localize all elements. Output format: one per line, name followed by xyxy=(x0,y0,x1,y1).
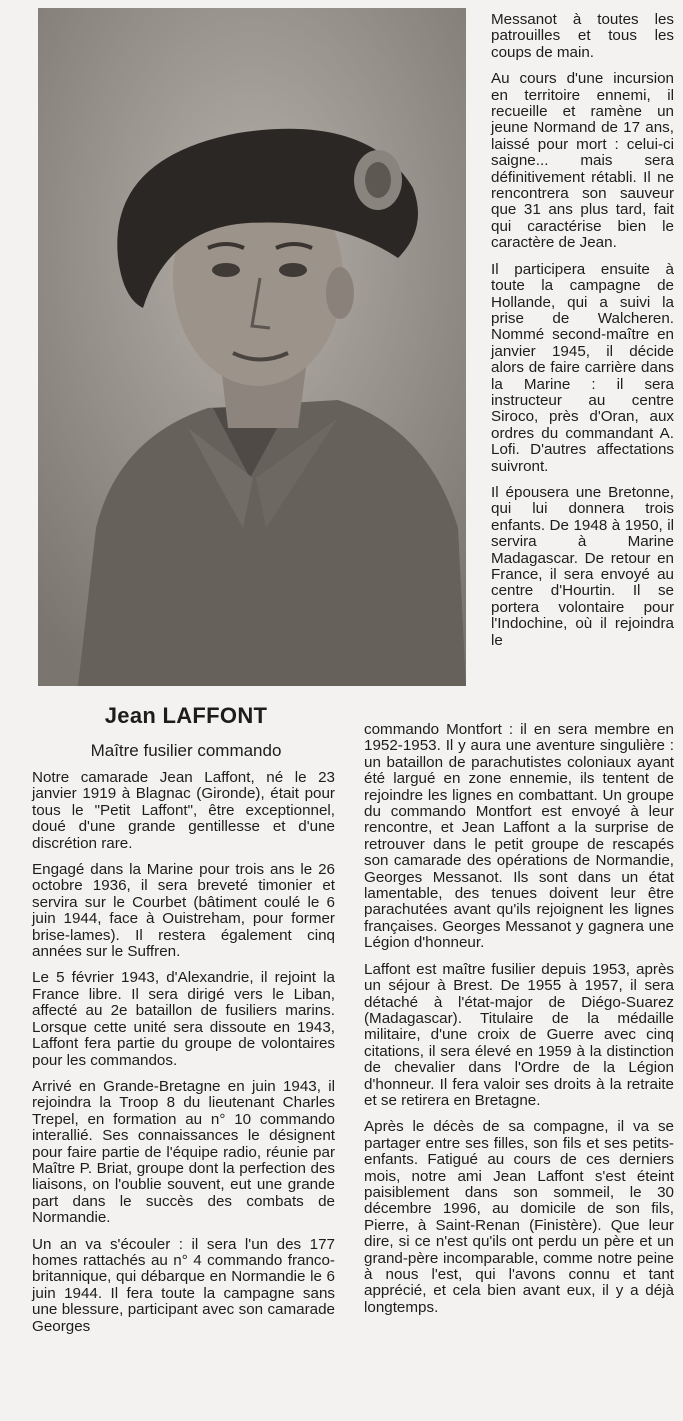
portrait-photo xyxy=(38,8,466,686)
article-paragraph: Au cours d'une incursion en territoire ennemi, il recueille et ramène un jeune Normand de 17 ans, laissé pour mort : celui-ci saigne... mais sera définitivement rétabli. Il ne rencontrera son sauveur que 31 ans plus tard, fait qui caractérise bien le caractère de Jean. xyxy=(491,70,674,252)
article-paragraph: Le 5 février 1943, d'Alexandrie, il rejoint la France libre. Il sera dirigé vers le Liban, affecté au 2e bataillon de fusiliers marins. Lorsque cette unité sera dissoute en 1943, Laffont fera partie du groupe de volontaires pour les commandos. xyxy=(32,969,335,1069)
article-paragraph: Après le décès de sa compagne, il va se partager entre ses filles, son fils et ses petits-enfants. Fatigué au cours de ces derniers mois, notre ami Jean Laffont s'est éteint paisiblement dans son sommeil, le 30 décembre 1996, au domicile de son fils, Pierre, à Saint-Renan (Finistère). Que leur dire, si ce n'est qu'ils ont perdu un père et un grand-père incomparable, comme notre peine à nous l'est, qui l'avons connu et tant apprécié, et cela bien avant eux, il y a déjà longtemps. xyxy=(364,1118,674,1316)
article-column-left xyxy=(32,770,335,1345)
article-column-right-bottom xyxy=(364,722,674,1326)
article-paragraph: Messanot à toutes les patrouilles et tous les coups de main. xyxy=(491,11,674,61)
article-paragraph: commando Montfort : il en sera membre en 1952-1953. Il y aura une aventure singulière : un bataillon de parachutistes coloniaux ayant été largué en zone ennemie, ils tentent de rejoindre les lignes en combattant. Un groupe du commando Montfort est envoyé à leur rencontre, et Jean Laffont a la surprise de retrouver dans le petit groupe de rescapés son camarade des opérations de Normandie, Georges Messanot. Ils sont dans un état lamentable, des tenues doivent leur être parachutées avant qu'ils rejoignent les lignes françaises. Georges Messanot y gagnera une Légion d'honneur. xyxy=(364,721,674,952)
article-paragraph: Il participera ensuite à toute la campagne de Hollande, qui a suivi la prise de Walcheren. Nommé second-maître en janvier 1945, il décide alors de faire carrière dans la Marine : il sera instructeur au centre Siroco, près d'Oran, aux ordres du commandant A. Lofi. D'autres affectations suivront. xyxy=(491,260,674,475)
article-column-right-top xyxy=(491,12,674,659)
article-paragraph: Il épousera une Bretonne, qui lui donnera trois enfants. De 1948 à 1950, il servira à Marine Madagascar. De retour en France, il sera envoyé au centre d'Hourtin. Il se portera volontaire pour l'Indochine, où il rejoindra le xyxy=(491,483,674,649)
article-paragraph: Laffont est maître fusilier depuis 1953, après un séjour à Brest. De 1955 à 1957, il sera détaché à l'état-major de Diégo-Suarez (Madagascar). Titulaire de la médaille militaire, d'une croix de Guerre avec cinq citations, il sera élevé en 1959 à la distinction de chevalier dans l'Ordre de la Légion d'honneur. Il fera valoir ses droits à la retraite et se retirera en Bretagne. xyxy=(364,960,674,1109)
article-paragraph: Arrivé en Grande-Bretagne en juin 1943, il rejoindra la Troop 8 du lieutenant Charles Trepel, en formation au n° 10 commando interallié. Ses connaissances le désignent pour faire partie de l'équipe radio, réunie par Maître P. Briat, groupe dont la perfection des liaisons, on l'oublie souvent, eut une grande part dans le succès des combats de Normandie. xyxy=(32,1077,335,1227)
person-rank: Maître fusilier commando xyxy=(90,741,282,760)
article-paragraph: Engagé dans la Marine pour trois ans le 26 octobre 1936, il sera breveté timonier et servira sur le Courbet (bâtiment coulé le 6 juin 1944, face à Ouistreham, pour former brise-lames). Il restera également cinq années sur le Suffren. xyxy=(32,861,335,961)
portrait-illustration xyxy=(38,8,466,686)
article-paragraph: Un an va s'écouler : il sera l'un des 177 homes rattachés au n° 4 commando franco-britannique, qui débarque en Normandie le 6 juin 1944. Il fera toute la campagne sans une blessure, participant avec son camarade Georges xyxy=(32,1235,335,1335)
person-name: Jean LAFFONT xyxy=(104,703,268,728)
article-paragraph: Notre camarade Jean Laffont, né le 23 janvier 1919 à Blagnac (Gironde), était pour tous le "Petit Laffont", être exceptionnel, doué d'une grande gentillesse et d'une discrétion rare. xyxy=(32,769,335,852)
